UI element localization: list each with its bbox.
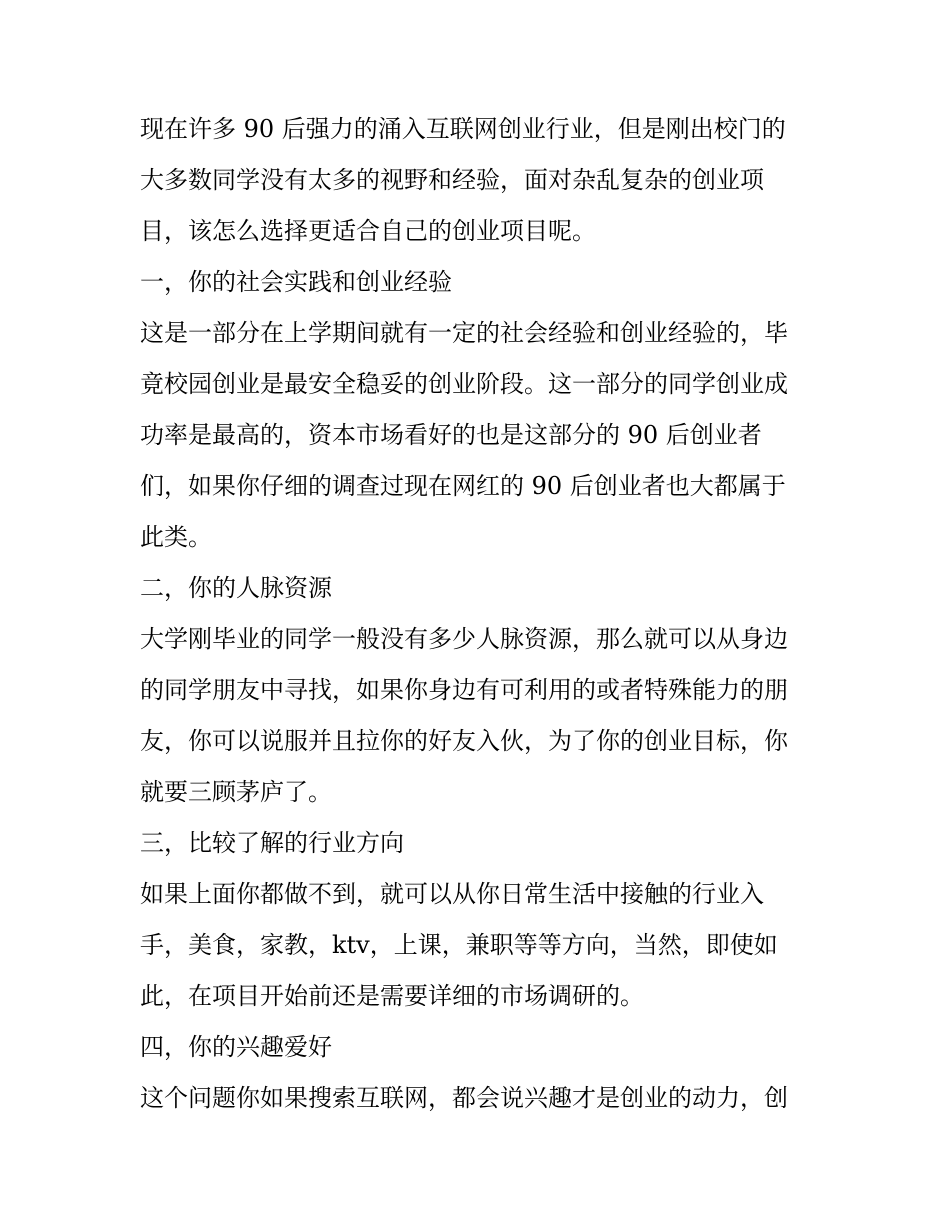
section-3-line-2: 手，美食，家教，ktv，上课，兼职等等方向，当然，即使如 [140, 931, 778, 959]
section-heading-4: 四，你的兴趣爱好 [140, 1033, 332, 1061]
section-1-line-4: 们，如果你仔细的调查过现在网红的 90 后创业者也大都属于 [140, 472, 786, 500]
section-1-line-3: 功率是最高的，资本市场看好的也是这部分的 90 后创业者 [140, 421, 762, 449]
intro-line-3: 目，该怎么选择更适合自己的创业项目呢。 [140, 217, 596, 245]
section-2-line-4: 就要三顾茅庐了。 [140, 778, 332, 806]
section-2-line-2: 的同学朋友中寻找，如果你身边有可利用的或者特殊能力的朋 [140, 676, 788, 704]
section-1-line-5: 此类。 [140, 523, 212, 551]
intro-line-2: 大多数同学没有太多的视野和经验，面对杂乱复杂的创业项 [140, 166, 764, 194]
section-2-line-3: 友，你可以说服并且拉你的好友入伙，为了你的创业目标，你 [140, 727, 788, 755]
section-3-line-3: 此，在项目开始前还是需要详细的市场调研的。 [140, 982, 644, 1010]
document-page [140, 104, 820, 1124]
section-heading-2: 二，你的人脉资源 [140, 574, 332, 602]
section-2-line-1: 大学刚毕业的同学一般没有多少人脉资源，那么就可以从身边 [140, 625, 788, 653]
section-1-line-2: 竟校园创业是最安全稳妥的创业阶段。这一部分的同学创业成 [140, 370, 788, 398]
section-4-line-1: 这个问题你如果搜索互联网，都会说兴趣才是创业的动力，创 [140, 1084, 788, 1112]
intro-line-1: 现在许多 90 后强力的涌入互联网创业行业，但是刚出校门的 [140, 115, 786, 143]
section-heading-3: 三，比较了解的行业方向 [140, 829, 404, 857]
section-heading-1: 一，你的社会实践和创业经验 [140, 268, 452, 296]
section-1-line-1: 这是一部分在上学期间就有一定的社会经验和创业经验的，毕 [140, 319, 788, 347]
section-3-line-1: 如果上面你都做不到，就可以从你日常生活中接触的行业入 [140, 880, 764, 908]
